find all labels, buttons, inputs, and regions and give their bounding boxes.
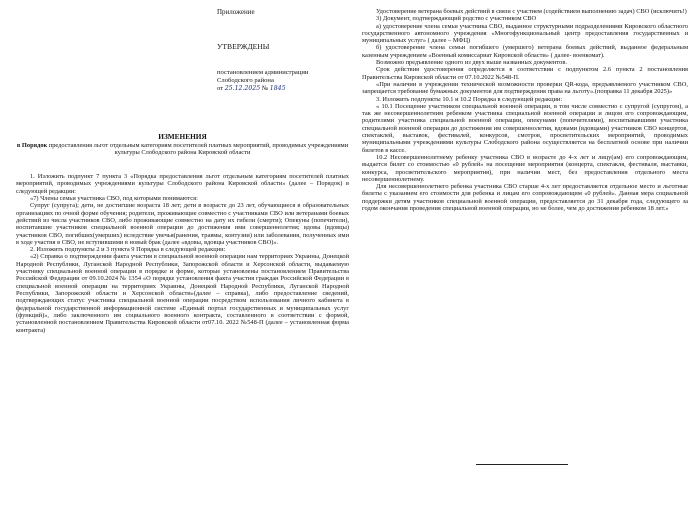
paragraph: 10.2 Несовершеннолетнему ребенку участника СВО в возрасте до 4-х лет и лицу(ам) его сопровождающим, выдается билет со стоимостью «0 рублей» на посещение мероприятия (концерта, спектакля, фестиваля, выставки, конкурса, просветительского мероприятия), при наличии мест, без предоставления отдельного места несовершеннолетнему. bbox=[362, 153, 688, 183]
left-column-body bbox=[16, 173, 349, 334]
paragraph: Для несовершеннолетнего ребенка участника СВО старше 4-х лет предоставляется отдельное место и льготные билеты с указанием его стоимости для ребенка и лицам его сопровождающим «0 рублей». Данная мера социальной поддержки детям участников специальной военной операции, предоставляется до 31 декабря года, следующего за годом окончания проведения специальной военной операции, но не более, чем до достижения ребенком 18 лет.» bbox=[362, 183, 688, 213]
decree-reference bbox=[217, 69, 335, 93]
paragraph: б) удостоверение члена семьи погибшего (умершего) ветерана боевых действий, выданное федеральным казенным учреждением «Военный комиссариат Кировской области» ( далее- военкомат). bbox=[362, 44, 688, 59]
paragraph: Удостоверение ветерана боевых действий в связи с участием (содействием выполнению задач) СВО (исключить!) bbox=[376, 8, 687, 15]
changes-title: ИЗМЕНЕНИЯ bbox=[158, 132, 207, 141]
closing-divider bbox=[476, 464, 568, 465]
paragraph: 1. Изложить подпункт 7 пункта 3 «Порядка предоставления льгот отдельным категориям посетителей платных мероприятий, проводимых учреждениями культуры Слободского района Кировской области» (далее – Порядок) в следующей редакции: bbox=[16, 173, 349, 195]
decree-line-2: Слободского района bbox=[217, 77, 274, 84]
paragraph: Возможно предъявление одного из двух выше названных документов. bbox=[376, 59, 567, 67]
changes-subtitle-rest: предоставления льгот отдельным категориям посетителей платных мероприятий, проводимых учреждениями культуры Слободского района Кировской области bbox=[48, 142, 349, 157]
paragraph: «2) Справка о подтверждении факта участия в специальной военной операции нам территориях Украины, Донецкой Народной Республики, Луганской Народной Республики, Запорожской области и Херсонской области, выдаваемую участнику специальной военной операции в порядке и форме, которые установлены постановлением Правительства Российской Федерации от 09.10.2024 № 1354 «О порядке установления факта участия граждан Российской Федерации в специальной военной операции на территориях Украины, Донецкой Народной Республики, Луганской Народной Республики, Запорожской области и Херсонской области»(далее – справка), либо предоставление сведений, подтверждающих статус участника специальной военной операции посредством использования личного кабинета в федеральной государственной информационной системе «Единый портал государственных и муниципальных услуг (функций)», либо заключенного им социального военного контракта, составленного в соответствии с формой, установленной постановлением Правительства Кировской области от07.10. 2022 №548-П (далее – установленная форма контракта) bbox=[16, 253, 349, 334]
decree-date-line bbox=[217, 85, 335, 93]
paragraph: а) удостоверение члена семьи участника СВО, выданное структурными подразделениями Кировского областного государственного автономного учреждения «Многофункциональный центр предоставления государственных и муниципальных услуг» ( далее – МФЦ) bbox=[362, 22, 688, 45]
decree-date: 25.12.2025 bbox=[224, 85, 261, 92]
decree-from: от bbox=[217, 85, 224, 92]
paragraph: Срок действия удостоверения определяется в соответствии с подпунктом 2.6 пункта 2 постановления Правительства Кировской области от 07.10.2022 №548-П. bbox=[362, 66, 688, 81]
decree-line-1: постановлением администрации bbox=[217, 69, 309, 76]
changes-subtitle-bold: в Порядок bbox=[16, 142, 48, 149]
approved-label: УТВЕРЖДЕНЫ bbox=[217, 42, 270, 51]
appendix-label: Приложение bbox=[217, 8, 255, 16]
paragraph: Супруг (супруга); дети, не достигшие возраста 18 лет; дети в возрасте до 23 лет, обучающиеся в образовательных организациях по очной форме обучения; родители, проживающие совместно с участниками СВО или ветеранами боевых действий из числа участников СВО, либо проживающие совместно на дату их гибели (смерти); Опекуны (попечители), воспитавшие участников специальной военной операции до достижения ими совершеннолетия; вдовы (вдовцы) участников СВО, погибших(умерших) вследствие увечья(ранения, травмы, контузии) или заболевания, полученных ими в ходе участия в СВО, не вступившими в новый брак (далее «вдовы, вдовцы участников СВО)». bbox=[16, 202, 349, 246]
changes-subtitle bbox=[16, 142, 349, 157]
paragraph: 3. Изложить подпункты 10.1 и 10.2 Порядка в следующей редакции: bbox=[376, 95, 563, 103]
paragraph: 3) Документ, подтверждающий родство с участником СВО bbox=[376, 15, 537, 23]
paragraph: «7) Члены семьи участника СВО, под которыми понимаются: bbox=[30, 194, 198, 202]
decree-number-sign: № bbox=[261, 85, 269, 92]
paragraph: « 10.1 Посещение участником специальной военной операции, в том числе совместно с супругой (супругом), а так же несовершеннолетним ребенком участника специальной военной операции и лицом его сопровождающим, родителями участника специальной военной операции, опекунами (попечителями), воспитывавшими участника специальной военной операции до достижения им совершеннолетия, вдовами (вдовцами) участников СВО концертов, спектаклей, выставок, фестивалей, конкурсов, смотров, просветительских мероприятий, проводимых муниципальными учреждениями культуры Слободского района осуществляется на бесплатной основе при наличии билетов в кассе. bbox=[362, 102, 688, 154]
paragraph: «При наличии в учреждении технической возможности проверки QR-кода, предъявляемого участником СВО, запрещается требование бумажных документов для подтверждения права на льготу».(поправка 11 декабря 2025)» bbox=[362, 80, 688, 96]
paragraph: 2. Изложить подпункты 2 и 3 пункта 9 Порядка в следующей редакции: bbox=[30, 246, 226, 254]
decree-number: 1845 bbox=[269, 85, 286, 92]
right-column-body bbox=[362, 8, 688, 212]
